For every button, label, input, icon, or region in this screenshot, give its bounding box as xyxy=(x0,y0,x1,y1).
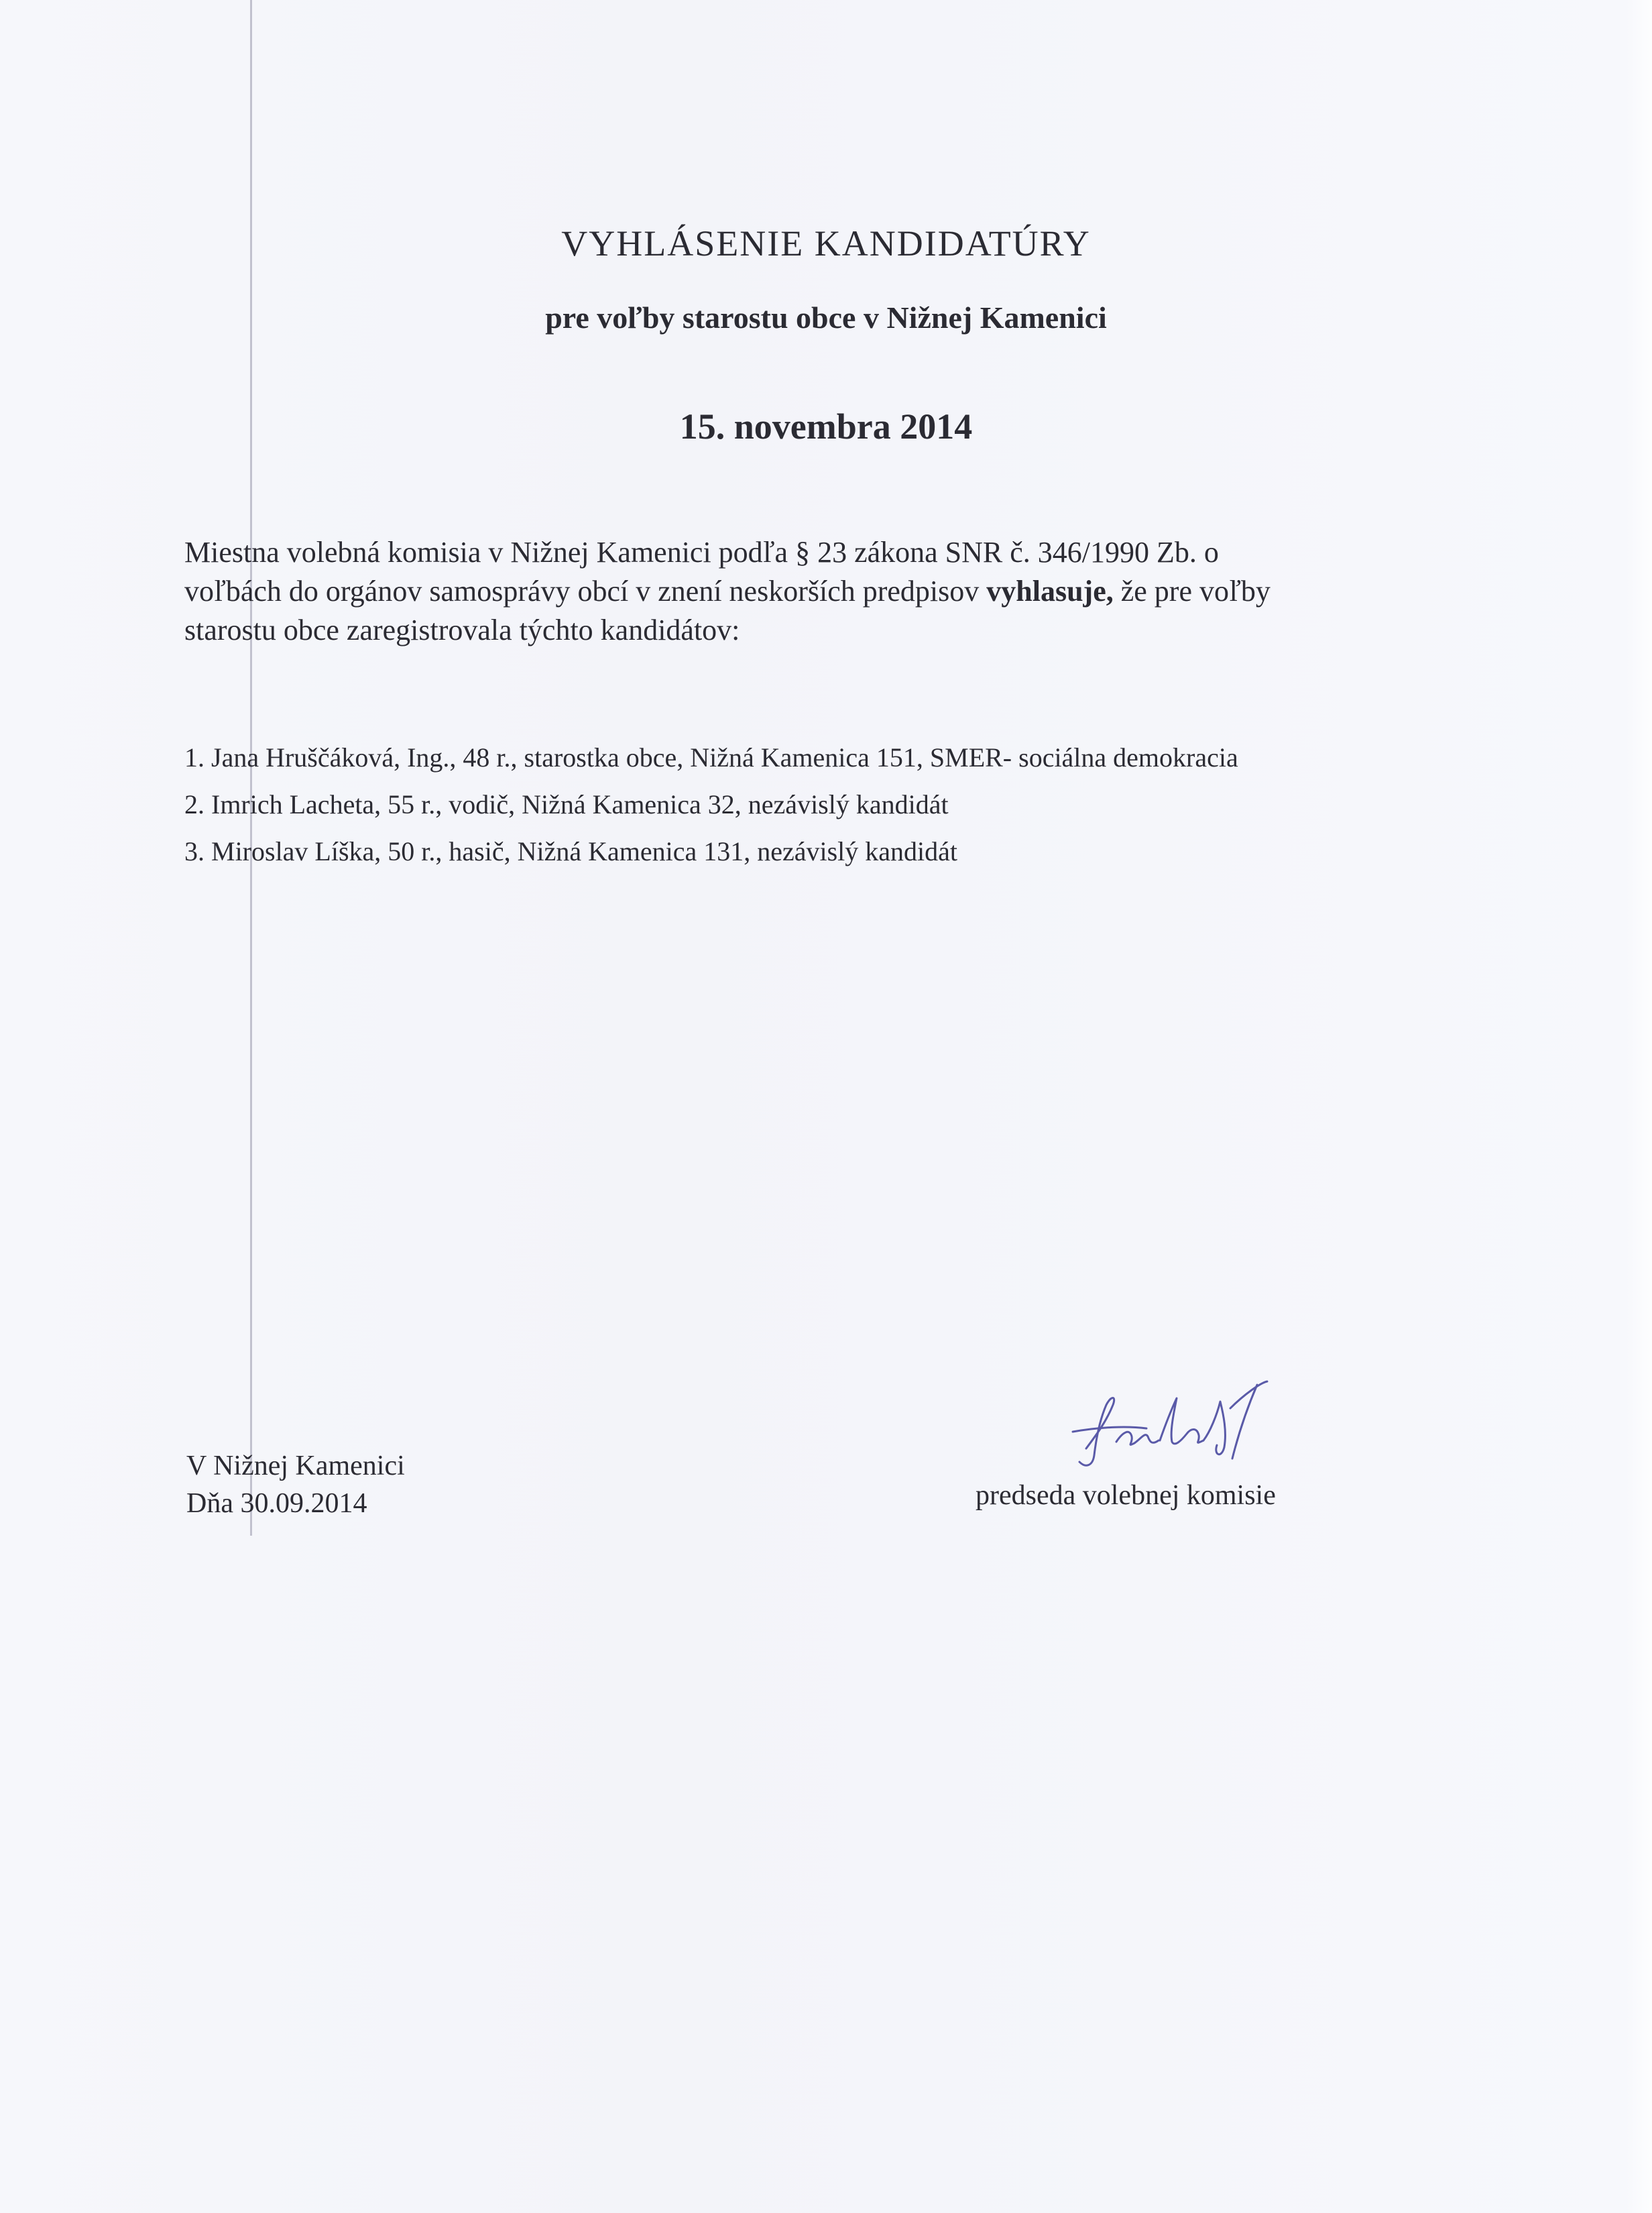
handwritten-signature xyxy=(1059,1368,1287,1475)
intro-line-2-start: voľbách do orgánov samosprávy obcí v znení neskorších predpisov xyxy=(184,575,987,608)
intro-line-2-end: že pre voľby xyxy=(1113,575,1271,608)
intro-paragraph xyxy=(184,533,1458,650)
candidate-item: 1. Jana Hruščáková, Ing., 48 r., starostka obce, Nižná Kamenica 151, SMER- sociálna demokracia xyxy=(184,742,1238,773)
candidate-item: 3. Miroslav Líška, 50 r., hasič, Nižná Kamenica 131, nezávislý kandidát xyxy=(184,836,958,866)
candidate-list xyxy=(184,734,1238,875)
intro-line-3: starostu obce zaregistrovala týchto kandidátov: xyxy=(184,614,740,646)
place-and-date xyxy=(186,1447,405,1522)
election-date: 15. novembra 2014 xyxy=(679,406,973,447)
document-title xyxy=(0,223,1652,264)
intro-line-2 xyxy=(184,572,1458,611)
date-text: Dňa 30.09.2014 xyxy=(186,1488,367,1519)
document-subtitle: pre voľby starostu obce v Nižnej Kamenici xyxy=(545,300,1107,335)
intro-line-1: Miestna volebná komisia v Nižnej Kamenici podľa § 23 zákona SNR č. 346/1990 Zb. o xyxy=(184,536,1219,569)
candidate-item: 2. Imrich Lacheta, 55 r., vodič, Nižná Kamenica 32, nezávislý kandidát xyxy=(184,789,949,819)
intro-line-2-bold: vyhlasuje, xyxy=(986,575,1114,608)
document-title-text: VYHLÁSENIE KANDIDATÚRY xyxy=(561,223,1091,264)
signature-role: predseda volebnej komisie xyxy=(976,1480,1276,1511)
place-text: V Nižnej Kamenici xyxy=(186,1451,405,1481)
